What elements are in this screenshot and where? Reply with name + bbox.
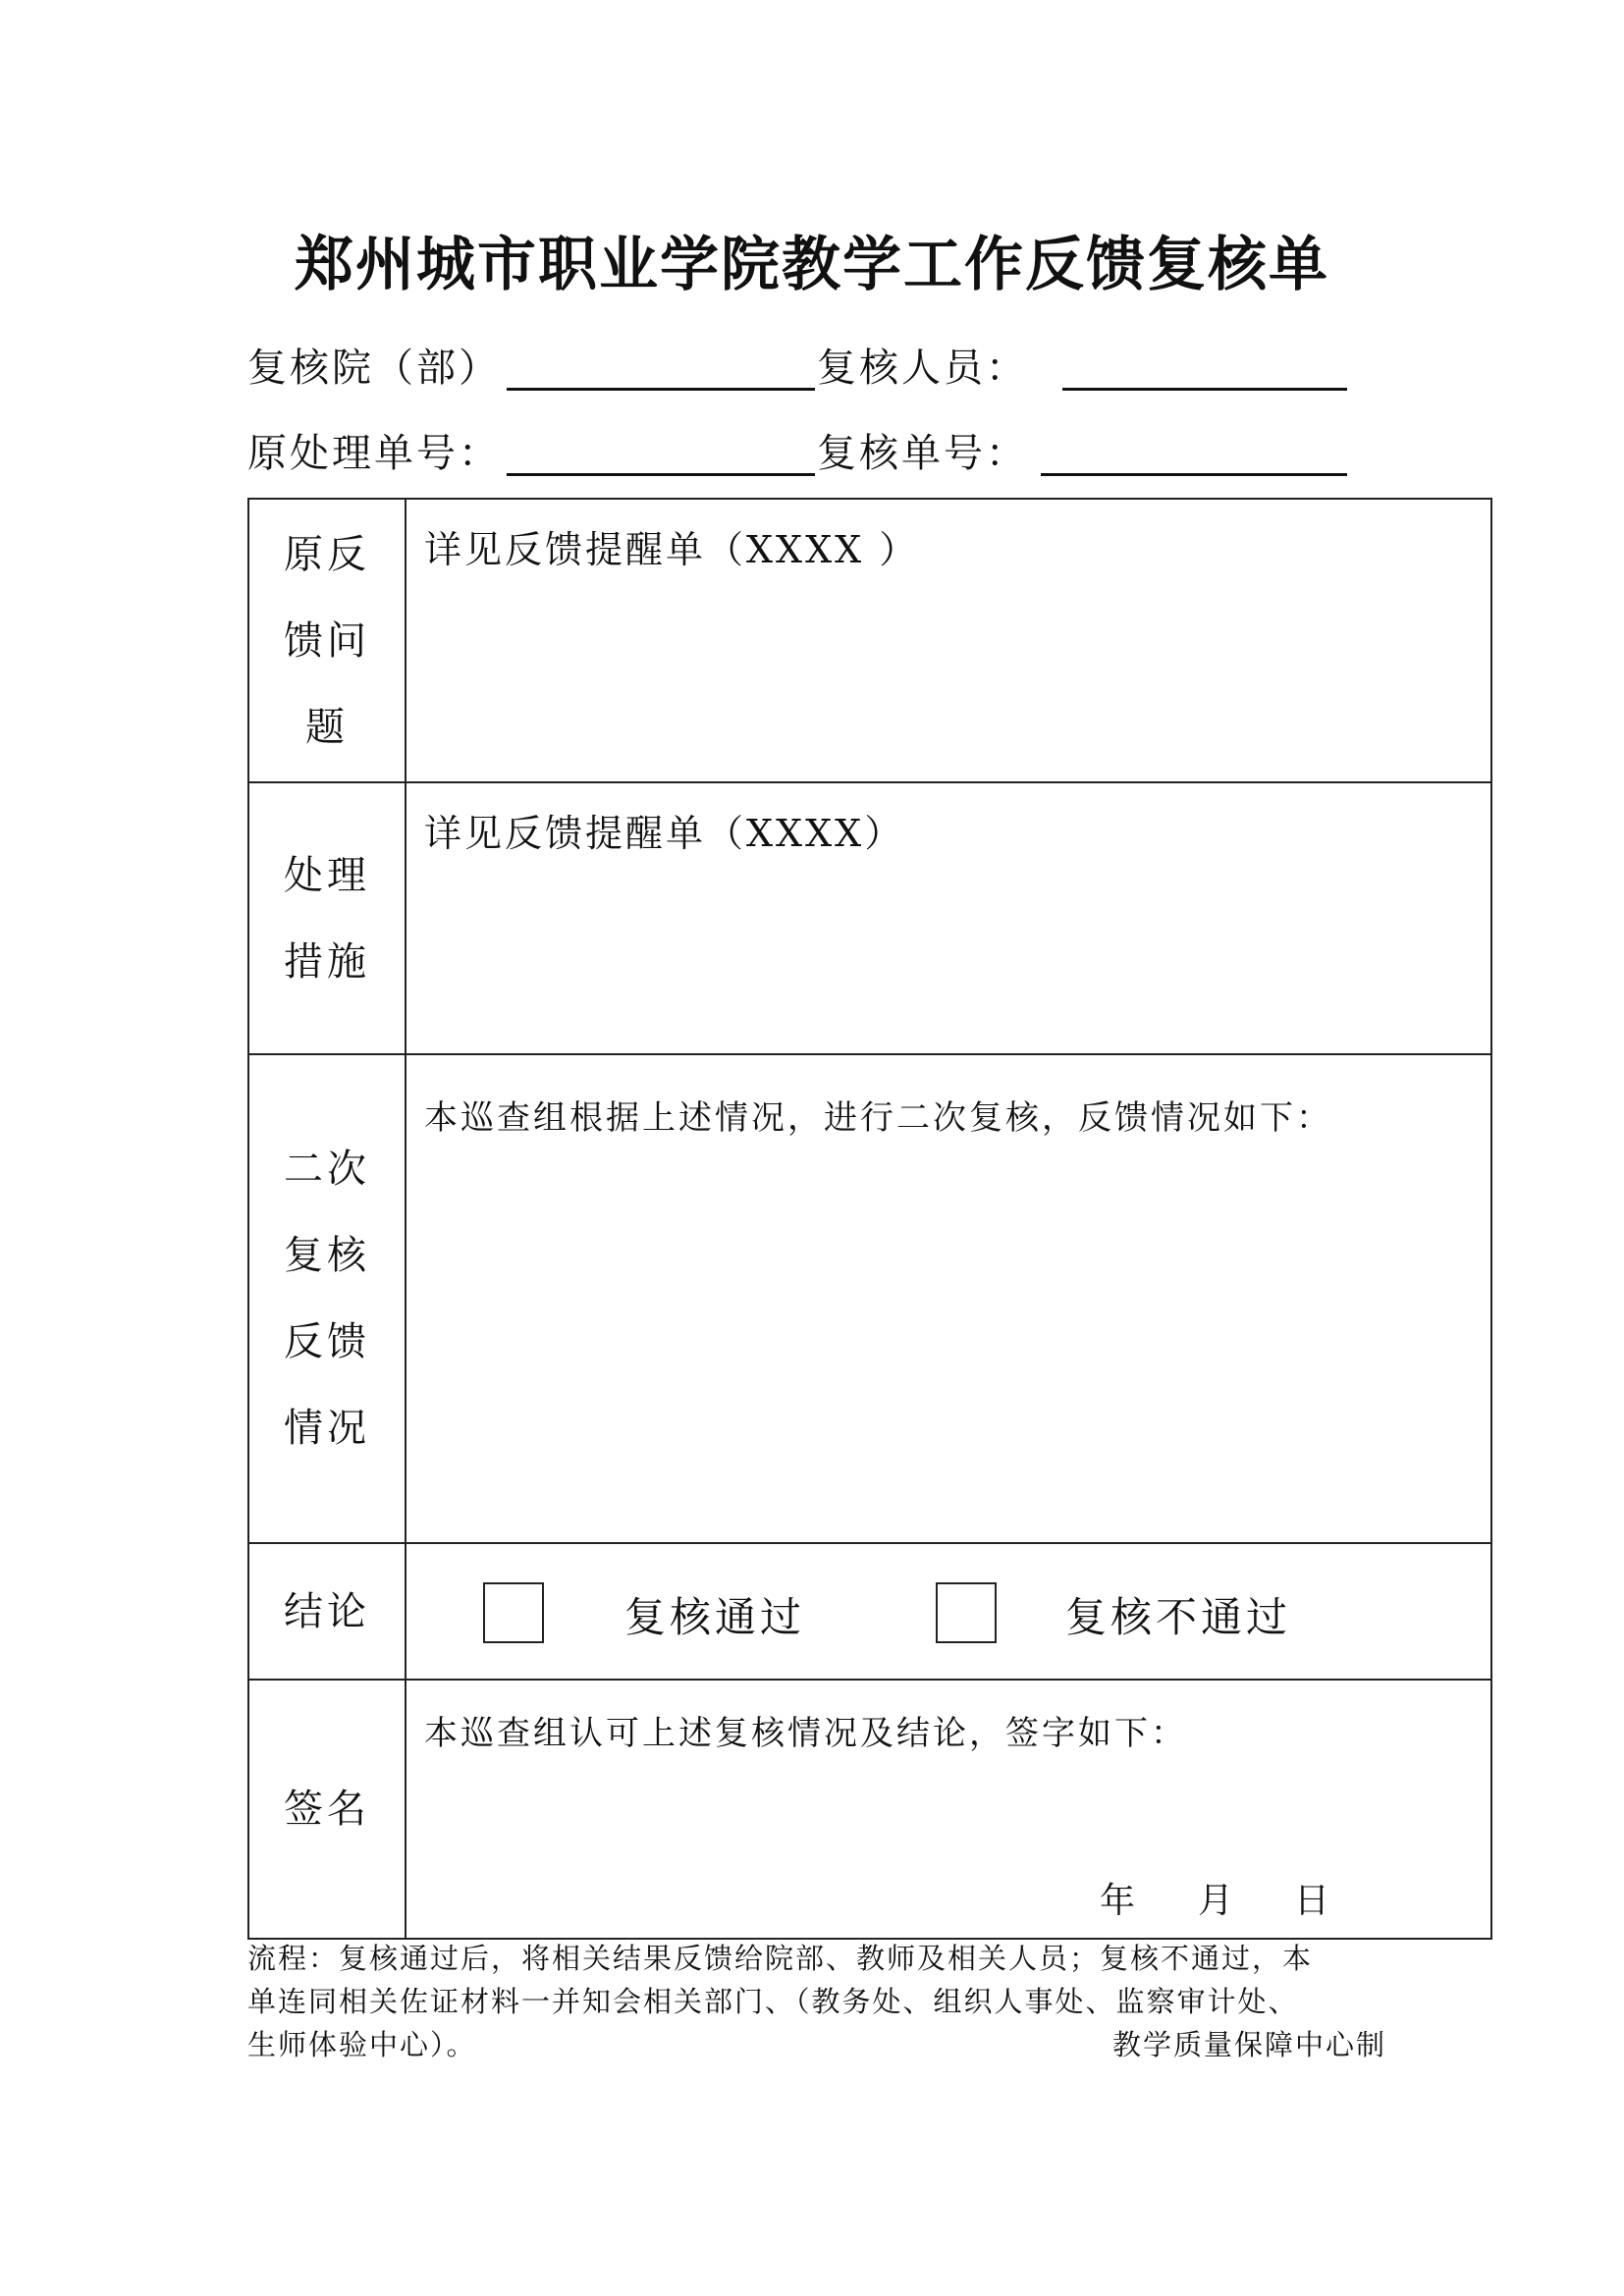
original-problem-text: 详见反馈提醒单（XXXX ） [424, 528, 920, 571]
info-row-dept [247, 339, 1357, 398]
footer-line-3 [247, 2023, 1386, 2066]
footer-line-1: 流程：复核通过后，将相关结果反馈给院部、教师及相关人员；复核不通过，本 [247, 1942, 1314, 1975]
conclusion-label: 结论 [248, 1543, 406, 1680]
reviewer-label: 复核人员： [817, 346, 1028, 391]
conclusion-content [406, 1543, 1491, 1680]
row-second-review [248, 1054, 1491, 1543]
signature-content[interactable] [406, 1680, 1491, 1939]
review-no-label: 复核单号： [817, 431, 1028, 476]
fail-checkbox[interactable] [936, 1582, 997, 1643]
orig-no-field[interactable] [507, 473, 815, 476]
fail-option-label: 复核不通过 [1065, 1593, 1292, 1641]
second-review-label: 二次 复核 反馈 情况 [248, 1054, 406, 1543]
second-review-text: 本巡查组根据上述情况，进行二次复核，反馈情况如下： [424, 1098, 1332, 1138]
footer-note [247, 1937, 1386, 2066]
review-no-field[interactable] [1041, 473, 1347, 476]
footer-line-3-text: 生师体验中心）。 [247, 2028, 477, 2061]
orig-no-label: 原处理单号： [247, 431, 501, 476]
review-form-table [247, 498, 1492, 1940]
original-problem-content[interactable] [406, 499, 1491, 782]
measures-label: 处理 措施 [248, 782, 406, 1054]
footer-maker: 教学质量保障中心制 [1111, 2028, 1386, 2061]
pass-checkbox[interactable] [483, 1582, 544, 1643]
second-review-content[interactable] [406, 1054, 1491, 1543]
row-measures [248, 782, 1491, 1054]
signature-label: 签名 [248, 1680, 406, 1939]
footer-line-2: 单连同相关佐证材料一并知会相关部门、（教务处、组织人事处、监察审计处、 [247, 1985, 1299, 2018]
pass-option-label: 复核通过 [624, 1593, 806, 1641]
info-row-numbers [247, 424, 1357, 483]
date-day: 日 [1294, 1881, 1333, 1921]
original-problem-label: 原反 馈问 题 [248, 499, 406, 782]
dept-field[interactable] [507, 388, 815, 391]
row-conclusion [248, 1543, 1491, 1680]
row-signature [248, 1680, 1491, 1939]
reviewer-field[interactable] [1062, 388, 1347, 391]
dept-label: 复核院（部） [247, 346, 501, 391]
measures-text: 详见反馈提醒单（XXXX） [424, 812, 905, 855]
date-year: 年 [1100, 1881, 1139, 1921]
date-month: 月 [1198, 1881, 1237, 1921]
page-title: 郑州城市职业学院教学工作反馈复核单 [295, 231, 1329, 299]
row-original-problem [248, 499, 1491, 782]
signature-text: 本巡查组认可上述复核情况及结论，签字如下： [424, 1714, 1187, 1753]
measures-content[interactable] [406, 782, 1491, 1054]
